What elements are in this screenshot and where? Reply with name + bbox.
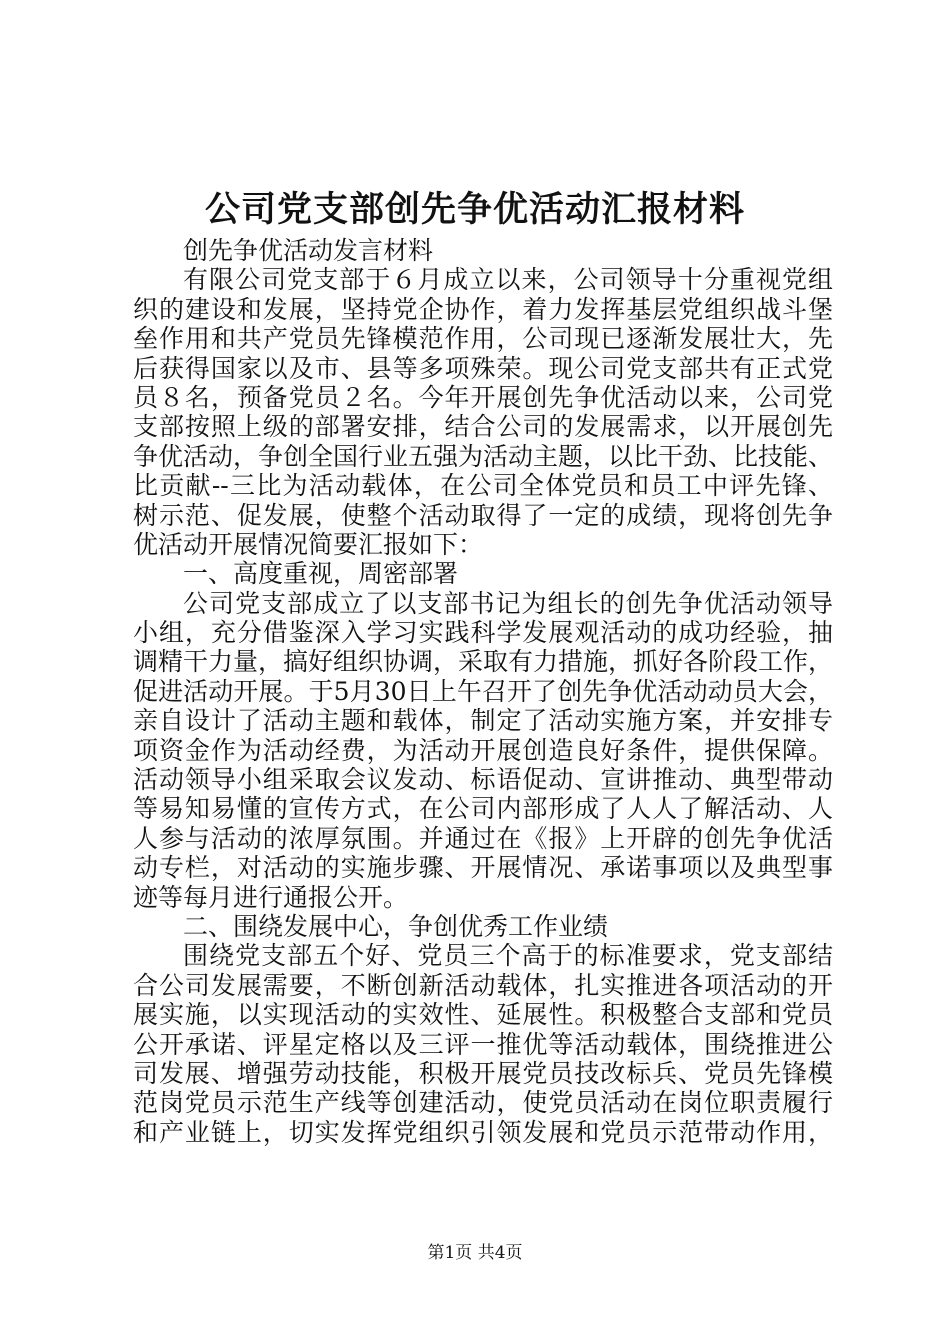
- text-line: 和产业链上，切实发挥党组织引领发展和党员示范带动作用，: [133, 1117, 833, 1147]
- text-line: 亲自设计了活动主题和载体，制定了活动实施方案，并安排专: [133, 706, 833, 736]
- text-line: 支部按照上级的部署安排，结合公司的发展需求，以开展创先: [133, 412, 833, 442]
- text-line: 合公司发展需要，不断创新活动载体，扎实推进各项活动的开: [133, 970, 833, 1000]
- document-body: [133, 236, 833, 1147]
- text-line: 争优活动，争创全国行业五强为活动主题，以比干劲、比技能、: [133, 441, 834, 471]
- text-line: 展实施，以实现活动的实效性、延展性。积极整合支部和党员: [133, 1000, 833, 1030]
- text-line: 后获得国家以及市、县等多项殊荣。现公司党支部共有正式党: [133, 353, 833, 383]
- text-line: 公开承诺、评星定格以及三评一推优等活动载体，围绕推进公: [133, 1029, 833, 1059]
- text-line: 优活动开展情况简要汇报如下：: [133, 529, 484, 559]
- text-line: 迹等每月进行通报公开。: [133, 882, 409, 912]
- text-line: 人参与活动的浓厚氛围。并通过在《报》上开辟的创先争优活: [133, 823, 833, 853]
- text-line: 二、围绕发展中心，争创优秀工作业绩: [183, 911, 609, 941]
- text-line: 有限公司党支部于６月成立以来，公司领导十分重视党组: [183, 265, 833, 295]
- text-line: 树示范、促发展，使整个活动取得了一定的成绩，现将创先争: [133, 500, 833, 530]
- page-number: 第1页 共4页: [427, 1243, 523, 1263]
- text-line: 公司党支部成立了以支部书记为组长的创先争优活动领导: [183, 588, 833, 618]
- text-line: 小组，充分借鉴深入学习实践科学发展观活动的成功经验，抽: [133, 618, 833, 648]
- text-line: 活动领导小组采取会议发动、标语促动、宣讲推动、典型带动: [133, 765, 833, 795]
- text-line: 织的建设和发展，坚持党企协作，着力发挥基层党组织战斗堡: [133, 294, 833, 324]
- text-line: 动专栏，对活动的实施步骤、开展情况、承诺事项以及典型事: [133, 853, 833, 883]
- text-line: 一、高度重视，周密部署: [183, 559, 459, 589]
- text-line: 项资金作为活动经费，为活动开展创造良好条件，提供保障。: [133, 735, 833, 765]
- text-line: 员８名，预备党员２名。今年开展创先争优活动以来，公司党: [133, 382, 833, 412]
- text-line: 比贡献--三比为活动载体，在公司全体党员和员工中评先锋、: [133, 471, 833, 501]
- text-line: 围绕党支部五个好、党员三个高于的标准要求，党支部结: [183, 941, 833, 971]
- text-line: 调精干力量，搞好组织协调，采取有力措施，抓好各阶段工作，: [133, 647, 834, 677]
- document-title: 公司党支部创先争优活动汇报材料: [204, 189, 745, 230]
- text-line: 垒作用和共产党员先锋模范作用，公司现已逐渐发展壮大，先: [133, 324, 833, 354]
- text-line: 创先争优活动发言材料: [183, 236, 434, 265]
- text-line: 司发展、增强劳动技能，积极开展党员技改标兵、党员先锋模: [133, 1058, 833, 1088]
- text-line: 促进活动开展。于5月30日上午召开了创先争优活动动员大会，: [133, 676, 833, 706]
- text-line: 等易知易懂的宣传方式，在公司内部形成了人人了解活动、人: [133, 794, 833, 824]
- text-line: 范岗党员示范生产线等创建活动，使党员活动在岗位职责履行: [133, 1088, 833, 1118]
